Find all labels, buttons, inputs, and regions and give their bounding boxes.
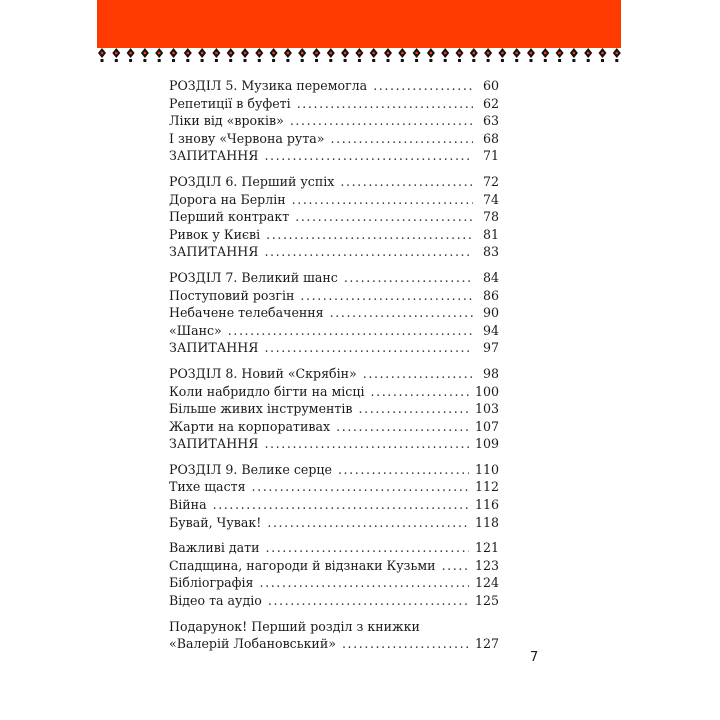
embroidery-ornament (97, 0, 621, 66)
leader-dots (359, 400, 469, 418)
toc-entry[interactable] (169, 147, 499, 165)
toc-entry-title: Перший контракт (169, 209, 290, 225)
toc-entry-page: 118 (474, 514, 499, 530)
toc-entry-title: Поступовий розгін (169, 287, 295, 303)
leader-dots (213, 496, 469, 514)
leader-dots (373, 77, 473, 95)
toc-entry[interactable] (169, 243, 499, 261)
toc-entry-page: 127 (474, 636, 499, 652)
toc-entry-page: 123 (474, 557, 499, 573)
leader-dots (264, 243, 473, 261)
toc-entry-page: 124 (474, 575, 499, 591)
ornament-motif (298, 48, 306, 62)
leader-dots (252, 478, 469, 496)
ornament-motif (184, 48, 192, 62)
ornament-motif (498, 48, 506, 62)
toc-entry-page: 107 (474, 418, 499, 434)
leader-dots (371, 383, 469, 401)
toc-entry-page: 81 (482, 226, 499, 242)
toc-entry[interactable] (169, 95, 499, 113)
ornament-motif (141, 48, 149, 62)
toc-entry[interactable] (169, 226, 499, 244)
ornament-motif (570, 48, 578, 62)
toc-entry-title: «Валерій Лобановський» (169, 636, 336, 652)
toc-entry-title: РОЗДІЛ 5. Музика перемогла (169, 78, 368, 93)
ornament-motif (227, 48, 235, 62)
ornament-motif (441, 48, 449, 62)
toc-entry[interactable] (169, 574, 499, 592)
toc-entry-title: Більше живих інструментів (169, 401, 353, 417)
header-banner (97, 0, 621, 66)
toc-entry-title: І знову «Червона рута» (169, 130, 325, 146)
ornament-motif (170, 48, 178, 62)
leader-dots (340, 173, 473, 191)
ornament-motif (341, 48, 349, 62)
toc-entry-page: 74 (482, 191, 499, 207)
toc-group-chapter-5 (169, 77, 499, 165)
toc-entry-page: 78 (482, 209, 499, 225)
ornament-motif (355, 48, 363, 62)
ornament-motif (599, 48, 607, 62)
toc-entry-page: 97 (482, 340, 499, 356)
leader-dots (331, 130, 473, 148)
toc-entry[interactable] (169, 191, 499, 209)
toc-entry[interactable] (169, 365, 499, 383)
ornament-motif (112, 48, 120, 62)
toc-entry[interactable] (169, 304, 499, 322)
toc-entry-page: 72 (482, 173, 499, 189)
toc-entry-page: 86 (482, 287, 499, 303)
toc-entry-page: 116 (474, 497, 499, 513)
ornament-motif (370, 48, 378, 62)
ornament-motif (155, 48, 163, 62)
leader-dots (290, 112, 473, 130)
ornament-motif (556, 48, 564, 62)
toc-entry-page: 109 (474, 436, 499, 452)
leader-dots (363, 365, 473, 383)
ornament-motif (427, 48, 435, 62)
toc-entry-page: 121 (474, 540, 499, 556)
ornament-motif (327, 48, 335, 62)
ornament-motif (255, 48, 263, 62)
ornament-motif (384, 48, 392, 62)
toc-entry[interactable] (169, 478, 499, 496)
toc-entry[interactable] (169, 539, 499, 557)
ornament-motif (313, 48, 321, 62)
toc-entry-title: РОЗДІЛ 6. Перший успіх (169, 173, 335, 189)
ornament-motif (613, 48, 621, 62)
ornament-motif (513, 48, 521, 62)
toc-entry[interactable] (169, 322, 499, 340)
toc-entry[interactable] (169, 635, 499, 653)
leader-dots (266, 539, 469, 557)
toc-group-chapter-7 (169, 269, 499, 357)
ornament-motif (270, 48, 278, 62)
toc-entry-page: 68 (482, 130, 499, 146)
toc-entry-page: 110 (474, 461, 499, 477)
leader-dots (264, 435, 469, 453)
leader-dots (336, 418, 469, 436)
toc-entry-page: 60 (482, 78, 499, 93)
toc-group-bonus (169, 618, 499, 653)
toc-entry-page: 94 (482, 322, 499, 338)
toc-entry[interactable] (169, 557, 499, 575)
toc-entry-title: Ліки від «вроків» (169, 113, 284, 129)
toc-entry-title: РОЗДІЛ 8. Новий «Скрябін» (169, 365, 357, 381)
ornament-motif (527, 48, 535, 62)
toc-entry-title: Коли набридло бігти на місці (169, 383, 365, 399)
toc-entry-title: ЗАПИТАННЯ (169, 340, 259, 356)
leader-dots (266, 226, 473, 244)
leader-dots (442, 557, 469, 575)
leader-dots (267, 514, 469, 532)
toc-entry-page: 112 (474, 479, 499, 495)
ornament-motif (98, 48, 106, 62)
leader-dots (268, 592, 469, 610)
toc-entry-title: Бібліографія (169, 575, 254, 591)
toc-entry[interactable] (169, 339, 499, 357)
ornament-motif (212, 48, 220, 62)
toc-entry-page: 71 (482, 148, 499, 164)
leader-dots (259, 574, 468, 592)
toc-entry-page: 84 (482, 269, 499, 285)
toc-entry-page: 62 (482, 95, 499, 111)
ornament-motif (456, 48, 464, 62)
toc-entry[interactable] (169, 461, 499, 479)
toc-entry-title: ЗАПИТАННЯ (169, 436, 259, 452)
toc-entry-title: Бувай, Чувак! (169, 514, 262, 530)
toc-entry-title: Ривок у Києві (169, 226, 261, 242)
leader-dots (264, 339, 473, 357)
toc-entry-page: 103 (474, 401, 499, 417)
toc-entry[interactable] (169, 173, 499, 191)
toc-entry-page: 125 (474, 593, 499, 609)
ornament-motif (198, 48, 206, 62)
ornament-motif (241, 48, 249, 62)
toc-entry[interactable] (169, 592, 499, 610)
toc-bonus-line-1: Подарунок! Перший розділ з книжки (169, 618, 420, 634)
ornament-motif (413, 48, 421, 62)
ornament-pattern (98, 48, 621, 62)
banner-red-band (97, 0, 621, 48)
toc-entry-title: Тихе щастя (169, 479, 246, 495)
leader-dots (300, 287, 473, 305)
toc-entry-title: Війна (169, 497, 207, 513)
toc-entry[interactable] (169, 383, 499, 401)
toc-entry-title: Спадщина, нагороди й відзнаки Кузьми (169, 557, 436, 573)
leader-dots (228, 322, 473, 340)
toc-entry-title: ЗАПИТАННЯ (169, 148, 259, 164)
toc-entry[interactable] (169, 287, 499, 305)
ornament-motif (127, 48, 135, 62)
ornament-motif (284, 48, 292, 62)
page-number: 7 (530, 650, 539, 665)
toc-entry[interactable] (169, 77, 499, 95)
leader-dots (292, 191, 473, 209)
toc-entry-title: РОЗДІЛ 9. Велике серце (169, 461, 332, 477)
toc-entry[interactable] (169, 400, 499, 418)
leader-dots (264, 147, 473, 165)
toc-entry-title: Дорога на Берлін (169, 191, 286, 207)
leader-dots (344, 269, 473, 287)
toc-entry-title: Жарти на корпоративах (169, 418, 331, 434)
table-of-contents (169, 77, 499, 661)
leader-dots (295, 208, 473, 226)
leader-dots (342, 635, 469, 653)
toc-group-chapter-8 (169, 365, 499, 453)
ornament-motif (541, 48, 549, 62)
toc-entry-title: Небачене телебачення (169, 305, 324, 321)
ornament-motif (398, 48, 406, 62)
toc-entry[interactable] (169, 496, 499, 514)
toc-entry-title: ЗАПИТАННЯ (169, 244, 259, 260)
ornament-motif (484, 48, 492, 62)
toc-entry[interactable] (169, 418, 499, 436)
leader-dots (338, 461, 469, 479)
toc-entry[interactable] (169, 269, 499, 287)
toc-group-chapter-9 (169, 461, 499, 531)
toc-entry-title: РОЗДІЛ 7. Великий шанс (169, 269, 338, 285)
leader-dots (297, 95, 473, 113)
toc-entry-page: 90 (482, 305, 499, 321)
ornament-motif (470, 48, 478, 62)
toc-entry[interactable] (169, 514, 499, 532)
toc-entry-title: Репетиції в буфеті (169, 95, 291, 111)
toc-entry-page: 63 (482, 113, 499, 129)
toc-entry[interactable] (169, 435, 499, 453)
toc-entry-page: 83 (482, 244, 499, 260)
toc-group-appendix (169, 539, 499, 609)
toc-entry-title: Важливі дати (169, 540, 260, 556)
toc-entry[interactable] (169, 208, 499, 226)
toc-entry[interactable] (169, 130, 499, 148)
toc-entry-page: 100 (474, 383, 499, 399)
toc-entry-title: «Шанс» (169, 322, 222, 338)
ornament-motif (584, 48, 592, 62)
toc-group-chapter-6 (169, 173, 499, 261)
toc-entry[interactable] (169, 112, 499, 130)
toc-entry-title: Відео та аудіо (169, 593, 262, 609)
leader-dots (330, 304, 473, 322)
toc-entry-page: 98 (482, 365, 499, 381)
